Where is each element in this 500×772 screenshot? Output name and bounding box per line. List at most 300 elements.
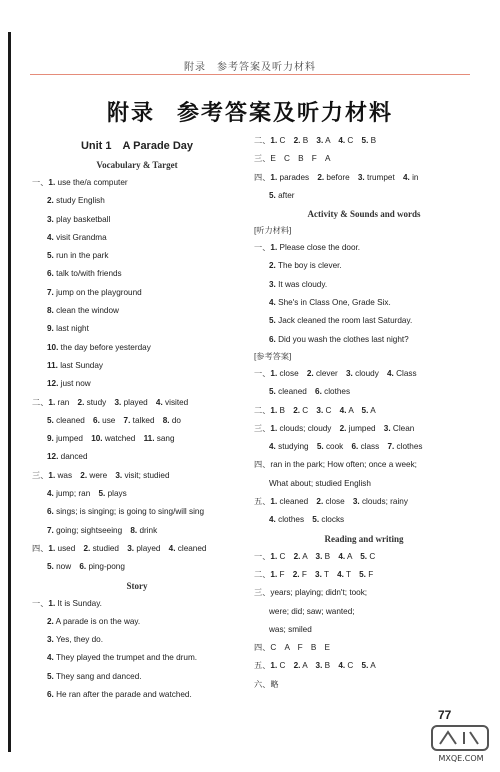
item-number: 5. [269, 387, 276, 397]
story-line [32, 613, 242, 631]
item-number: 4. [269, 298, 276, 308]
item-number: 5. [312, 515, 320, 525]
reading-line [254, 657, 474, 675]
item-text: C [277, 551, 286, 561]
item-text: visit; studied [122, 470, 170, 480]
item-text: studied [90, 543, 119, 553]
item-text: cook [323, 442, 344, 452]
item-text: last night [53, 324, 89, 334]
item-number: 1. [270, 661, 278, 671]
item-number: 6. [47, 269, 54, 279]
item-text: cleaned [275, 387, 307, 397]
item-number: 3. [315, 661, 323, 671]
item-number: 2. [306, 368, 314, 378]
item-text: B [322, 551, 331, 561]
item-number: 6. [47, 507, 54, 517]
item-text: E C B F A [270, 154, 331, 164]
item-number: 12. [47, 452, 59, 462]
item-number: 12. [47, 379, 59, 389]
item-number: 5. [47, 671, 54, 681]
item-text: ping-pong [86, 562, 125, 572]
activity-answers [254, 365, 474, 530]
listening-material [254, 239, 474, 349]
vocab-line [32, 339, 242, 357]
activity-answer-line [254, 475, 474, 493]
right-column [254, 132, 474, 694]
listening-line [254, 294, 474, 312]
story-line [32, 686, 242, 704]
activity-answer-line [254, 402, 474, 420]
item-number: 8. [130, 525, 138, 535]
item-text: C [345, 661, 354, 671]
listening-line [254, 331, 474, 349]
story-line [32, 668, 242, 686]
item-number: 1. [48, 178, 56, 187]
item-text: A parade is on the way. [53, 616, 141, 626]
item-text: B [322, 661, 331, 671]
item-text: C [367, 551, 376, 561]
item-number: 1. [270, 243, 278, 253]
item-text: The boy is clever. [275, 261, 342, 271]
item-text: They sang and danced. [53, 671, 142, 681]
item-number: 2. [339, 423, 347, 433]
item-text: use the/a computer [55, 178, 128, 187]
item-text: They played the trumpet and the drum. [53, 653, 198, 663]
item-number: 1. [270, 172, 278, 182]
item-number: 1. [270, 368, 278, 378]
section-mark: 三、 [32, 470, 49, 480]
listening-label: [听力材料] [254, 226, 292, 236]
item-text: jumped [53, 434, 83, 444]
item-text: What about; studied English [269, 478, 371, 488]
vocab-line [32, 211, 242, 229]
item-number: 3. [115, 470, 123, 480]
item-number: 3. [114, 397, 122, 407]
story-more-line [254, 187, 474, 205]
item-text: She's in Class One, Grade Six. [275, 298, 391, 308]
item-number: 3. [352, 497, 360, 507]
item-text: just now [58, 379, 91, 389]
item-text: played [121, 397, 148, 407]
item-number: 1. [270, 497, 278, 507]
item-text: clouds; rainy [359, 497, 408, 507]
item-text: A [346, 405, 354, 415]
item-number: 2. [293, 136, 301, 145]
item-number: 4. [339, 405, 347, 415]
item-number: 2. [316, 497, 324, 507]
item-number: 1. [48, 598, 56, 608]
item-number: 4. [387, 368, 394, 378]
section-mark: 六、 [254, 679, 271, 689]
section-mark: 四、 [32, 543, 49, 553]
reading-line [254, 621, 474, 639]
section-mark: 一、 [254, 368, 271, 378]
item-number: 6. [315, 387, 322, 397]
item-number: 5. [47, 562, 54, 572]
item-number: 3. [269, 279, 276, 289]
item-text: Clean [390, 423, 415, 433]
item-number: 5. [361, 405, 369, 415]
item-text: clouds; cloudy [277, 423, 332, 433]
activity-answer-line [254, 365, 474, 383]
reading-line [254, 639, 474, 657]
item-number: 1. [270, 136, 278, 145]
item-text: close [323, 497, 345, 507]
item-text: in [409, 172, 419, 182]
story-line [32, 631, 242, 649]
item-number: 6. [93, 415, 100, 425]
activity-answer-line [254, 493, 474, 511]
item-text: clocks [319, 515, 345, 525]
item-text: jump on the playground [53, 287, 142, 297]
item-text: study English [53, 196, 105, 206]
item-number: 5. [269, 190, 276, 200]
item-text: trumpet [364, 172, 395, 182]
reading-answers [254, 548, 474, 694]
item-text: ran in the park; How often; once a week; [270, 460, 417, 470]
item-text: drink [137, 525, 158, 535]
section-title-activity: Activity & Sounds and words [307, 209, 421, 220]
item-text: played [134, 543, 161, 553]
item-text: sang [154, 434, 175, 444]
item-text: do [169, 415, 181, 425]
item-number: 7. [387, 442, 395, 452]
vocab-line [32, 375, 242, 393]
page-number: 77 [438, 708, 452, 722]
watermark-logo [430, 724, 492, 764]
item-text: cleaned [53, 415, 85, 425]
story-more-line [254, 169, 474, 187]
story-line [32, 649, 242, 667]
item-text: C [277, 136, 286, 145]
item-number: 6. [79, 562, 87, 572]
item-text: 略 [270, 679, 279, 689]
item-text: Please close the door. [277, 243, 361, 253]
item-text: C [300, 405, 309, 415]
item-text: A [368, 405, 376, 415]
vocab-line [32, 229, 242, 247]
item-text: close [277, 368, 299, 378]
item-number: 3. [47, 635, 54, 645]
item-text: A [345, 551, 352, 561]
item-text: after [275, 190, 295, 200]
section-mark: 一、 [254, 551, 271, 561]
item-text: It was cloudy. [275, 279, 328, 289]
item-number: 4. [269, 442, 276, 452]
item-text: last Sunday [57, 360, 103, 370]
item-text: class [358, 442, 380, 452]
section-mark: 三、 [254, 154, 271, 164]
item-text: visited [162, 397, 189, 407]
item-text: A [300, 661, 308, 671]
item-number: 2. [293, 661, 301, 671]
item-text: Yes, they do. [53, 635, 104, 645]
story-line [32, 595, 242, 613]
item-number: 4. [402, 172, 410, 182]
item-text: A [368, 661, 376, 671]
item-number: 8. [47, 306, 54, 316]
item-number: 9. [47, 434, 54, 444]
item-text: C [323, 405, 332, 415]
item-text: clothes [394, 442, 423, 452]
vocab-line [32, 302, 242, 320]
page-edge-bar [8, 32, 11, 752]
section-mark: 一、 [32, 598, 49, 608]
item-number: 7. [47, 287, 54, 297]
item-number: 6. [269, 334, 276, 344]
sec4-line [32, 558, 242, 576]
item-text: F [299, 569, 307, 579]
item-number: 5. [47, 415, 54, 425]
item-number: 10. [91, 434, 103, 444]
section-mark: 二、 [254, 569, 271, 579]
item-number: 3. [127, 543, 135, 553]
item-number: 5. [98, 489, 106, 499]
section-mark: 二、 [254, 405, 271, 415]
listening-line [254, 239, 474, 257]
item-number: 4. [168, 543, 176, 553]
item-number: 3. [315, 551, 323, 561]
item-text: was [55, 470, 73, 480]
section-mark: 四、 [254, 460, 271, 470]
item-text: used [55, 543, 76, 553]
vocab-line [32, 265, 242, 283]
item-number: 11. [47, 360, 58, 370]
item-number: 2. [47, 196, 54, 206]
item-text: jumped [346, 423, 376, 433]
sec2-line [32, 394, 242, 412]
item-number: 4. [47, 489, 54, 499]
sec3-line [32, 485, 242, 503]
item-number: 5. [359, 569, 366, 579]
vocab-line [32, 174, 242, 192]
item-text: B [368, 136, 377, 145]
item-number: 7. [123, 415, 131, 425]
section-4-answers [32, 540, 242, 577]
item-number: 2. [269, 261, 276, 271]
listening-line [254, 312, 474, 330]
item-text: clever [313, 368, 338, 378]
item-number: 1. [270, 569, 278, 579]
answers-label: [参考答案] [254, 351, 292, 361]
item-number: 4. [47, 653, 54, 663]
section-title-reading: Reading and writing [324, 533, 404, 544]
listening-line [254, 257, 474, 275]
item-number: 7. [47, 525, 54, 535]
item-number: 4. [338, 661, 346, 671]
activity-answer-line [254, 420, 474, 438]
item-number: 2. [293, 551, 301, 561]
running-head: 附录 参考答案及听力材料 [184, 62, 316, 73]
item-text: A [323, 136, 331, 145]
item-number: 3. [346, 368, 353, 378]
section-mark: 四、 [254, 172, 271, 182]
item-text: A [300, 551, 308, 561]
vocab-list [32, 174, 242, 394]
item-text: now [53, 562, 72, 572]
item-text: clean the window [53, 306, 119, 316]
item-text: talked [130, 415, 155, 425]
item-number: 4. [337, 569, 344, 579]
item-text: study [84, 397, 107, 407]
item-text: were [87, 470, 108, 480]
reading-line [254, 548, 474, 566]
vocab-line [32, 320, 242, 338]
vocab-line [32, 357, 242, 375]
item-number: 4. [338, 136, 346, 145]
item-text: run in the park [53, 251, 109, 261]
item-text: studying [275, 442, 309, 452]
item-text: T [343, 569, 351, 579]
item-number: 11. [143, 434, 155, 444]
activity-answer-line [254, 438, 474, 456]
item-text: ran [55, 397, 70, 407]
section-title-story: Story [126, 580, 148, 591]
item-number: 3. [47, 214, 54, 224]
item-number: 3. [383, 423, 391, 433]
unit-title: Unit 1 A Parade Day [80, 140, 194, 152]
vocab-line [32, 192, 242, 210]
item-number: 1. [48, 397, 56, 407]
item-text: cleaned [277, 497, 309, 507]
item-number: 2. [317, 172, 325, 182]
section-3-answers [32, 467, 242, 540]
sec2-line [32, 412, 242, 430]
reading-line [254, 566, 474, 584]
section-mark: 二、 [254, 136, 271, 145]
item-text: He ran after the parade and watched. [53, 690, 192, 700]
item-text: before [324, 172, 350, 182]
item-number: 2. [83, 543, 91, 553]
reading-line [254, 584, 474, 602]
item-text: parades [277, 172, 310, 182]
story-more-line [254, 132, 474, 150]
section-title-vocabulary: Vocabulary & Target [96, 160, 178, 170]
item-number: 5. [360, 551, 368, 561]
item-text: the day before yesterday [58, 342, 151, 352]
section-mark: 五、 [254, 497, 271, 507]
activity-answer-line [254, 511, 474, 529]
item-number: 2. [77, 397, 85, 407]
item-number: 4. [47, 232, 54, 242]
item-number: 3. [316, 405, 324, 415]
sec2-line [32, 430, 242, 448]
item-text: years; playing; didn't; took; [270, 588, 368, 598]
item-number: 5. [361, 661, 369, 671]
section-mark: 一、 [32, 178, 49, 187]
sec4-line [32, 540, 242, 558]
item-number: 3. [316, 136, 324, 145]
story-more-answers [254, 132, 474, 205]
item-text: T [321, 569, 329, 579]
watermark-text: MXQE.COM [438, 754, 484, 763]
item-text: plays [105, 489, 127, 499]
left-column [32, 132, 242, 704]
item-text: talk to/with friends [53, 269, 122, 279]
item-text: cleaned [175, 543, 207, 553]
item-number: 2. [293, 405, 301, 415]
item-number: 1. [48, 470, 56, 480]
item-number: 2. [80, 470, 88, 480]
header-rule [30, 74, 470, 75]
item-number: 2. [47, 616, 54, 626]
reading-line [254, 676, 474, 694]
item-text: It is Sunday. [55, 598, 102, 608]
item-number: 1. [270, 423, 278, 433]
item-text: use [99, 415, 116, 425]
story-more-line [254, 150, 474, 168]
section-mark: 一、 [254, 243, 271, 253]
item-number: 3. [315, 569, 322, 579]
item-text: C [277, 661, 286, 671]
item-text: C A F B E [270, 643, 330, 653]
section-2-answers [32, 394, 242, 467]
item-number: 1. [270, 551, 278, 561]
sec3-line [32, 467, 242, 485]
item-number: 3. [357, 172, 365, 182]
item-number: 4. [269, 515, 276, 525]
item-text: C [345, 136, 354, 145]
item-text: play basketball [53, 214, 111, 224]
item-number: 5. [361, 136, 369, 145]
item-number: 1. [270, 405, 278, 415]
section-mark: 三、 [254, 423, 271, 433]
item-number: 2. [292, 569, 300, 579]
item-text: cloudy [352, 368, 379, 378]
item-text: jump; ran [53, 489, 91, 499]
title-appendix: 附录 [106, 100, 155, 125]
item-text: were; did; saw; wanted; [269, 606, 355, 616]
story-answers [32, 595, 242, 705]
item-number: 4. [155, 397, 163, 407]
item-text: Class [393, 368, 417, 378]
item-text: clothes [321, 387, 351, 397]
page-title [0, 96, 500, 127]
item-number: 6. [47, 690, 54, 700]
listening-line [254, 276, 474, 294]
item-text: going; sightseeing [53, 525, 123, 535]
item-text: visit Grandma [53, 232, 107, 242]
item-number: 5. [47, 251, 54, 261]
sec3-line [32, 522, 242, 540]
item-text: watched [102, 434, 136, 444]
activity-answer-line [254, 383, 474, 401]
title-answers: 参考答案及听力材料 [177, 100, 394, 125]
item-text: sings; is singing; is going to sing/will sing [53, 507, 205, 517]
section-mark: 五、 [254, 661, 271, 671]
item-number: 1. [48, 543, 56, 553]
item-text: B [300, 136, 309, 145]
section-mark: 三、 [254, 588, 271, 598]
sec3-line [32, 503, 242, 521]
sec2-line [32, 448, 242, 466]
reading-line [254, 603, 474, 621]
section-mark: 二、 [32, 397, 49, 407]
item-text: clothes [275, 515, 305, 525]
vocab-line [32, 247, 242, 265]
item-number: 5. [316, 442, 324, 452]
item-text: Did you wash the clothes last night? [275, 334, 409, 344]
item-number: 4. [338, 551, 346, 561]
item-text: B [277, 405, 285, 415]
item-text: F [277, 569, 285, 579]
item-number: 6. [351, 442, 359, 452]
item-number: 9. [47, 324, 54, 334]
item-text: F [365, 569, 374, 579]
section-mark: 四、 [254, 643, 271, 653]
item-text: danced [58, 452, 88, 462]
item-number: 8. [162, 415, 170, 425]
